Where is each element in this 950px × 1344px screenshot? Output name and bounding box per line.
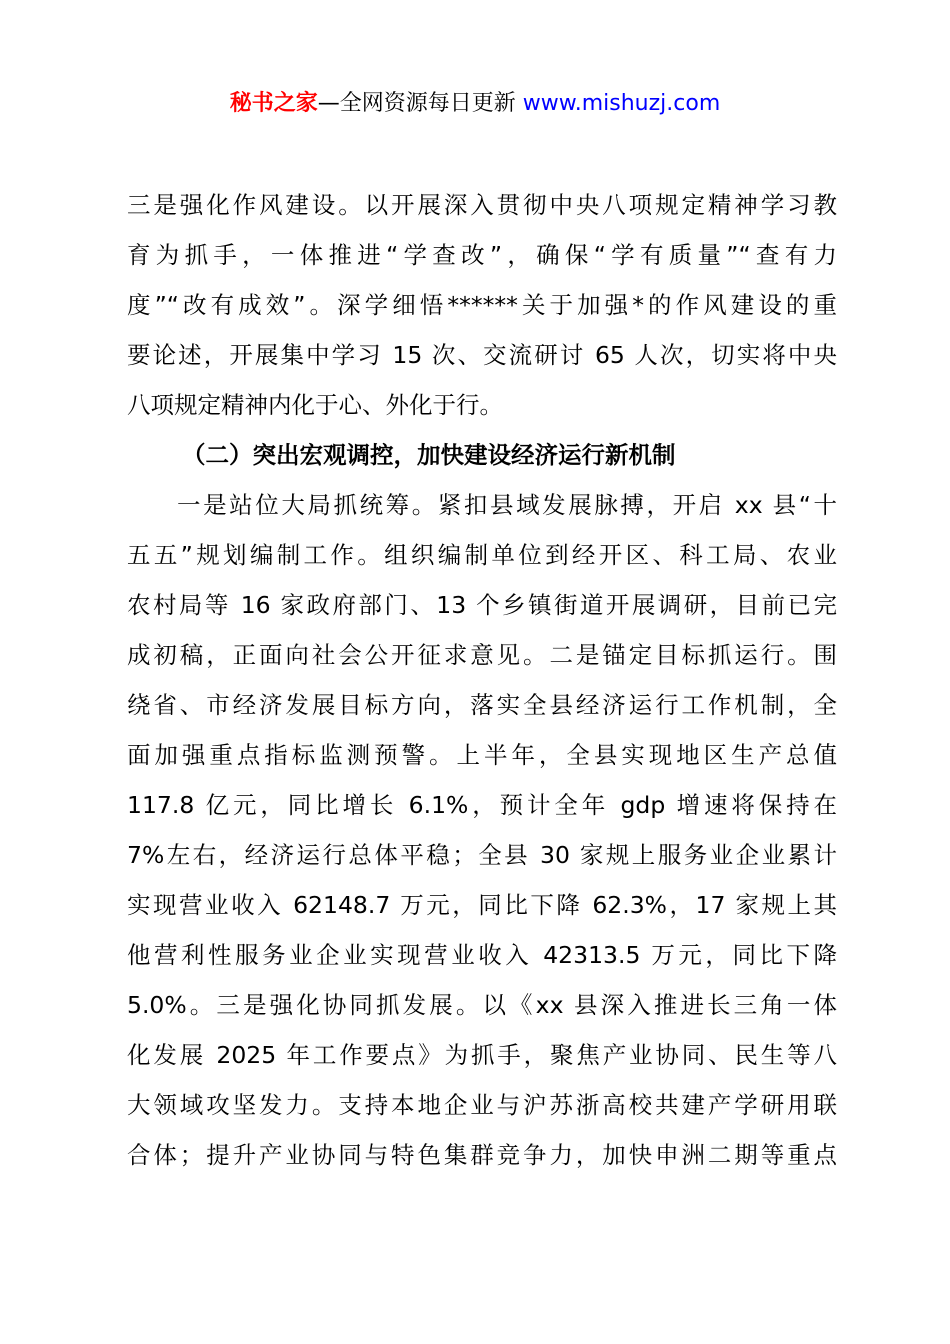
site-brand-name: 秘书之家: [229, 91, 318, 116]
paragraph-line: 一是站位大局抓统筹。紧扣县域发展脉搏，开启 xx 县“十: [177, 491, 837, 519]
paragraph-line: 117.8 亿元，同比增长 6.1%，预计全年 gdp 增速将保持在: [127, 791, 837, 819]
paragraph-line: 面加强重点指标监测预警。上半年，全县实现地区生产总值: [127, 741, 837, 769]
paragraph-line: 育为抓手，一体推进“学查改”，确保“学有质量”“查有力: [127, 241, 837, 269]
paragraph-line: 化发展 2025 年工作要点》为抓手，聚焦产业协同、民生等八: [127, 1041, 837, 1069]
section-heading: （二）突出宏观调控，加快建设经济运行新机制: [182, 441, 676, 469]
paragraph-line: 5.0%。三是强化协同抓发展。以《xx 县深入推进长三角一体: [127, 991, 837, 1019]
paragraph-line: 农村局等 16 家政府部门、13 个乡镇街道开展调研，目前已完: [127, 591, 837, 619]
paragraph-line: 实现营业收入 62148.7 万元，同比下降 62.3%，17 家规上其: [127, 891, 837, 919]
paragraph-line: 五五”规划编制工作。组织编制单位到经开区、科工局、农业: [127, 541, 837, 569]
paragraph-line: 大领域攻坚发力。支持本地企业与沪苏浙高校共建产学研用联: [127, 1091, 837, 1119]
document-body: [127, 180, 837, 1180]
paragraph-line: 要论述，开展集中学习 15 次、交流研讨 65 人次，切实将中央: [127, 341, 837, 369]
paragraph-line: 度”“改有成效”。深学细悟******关于加强*的作风建设的重: [127, 291, 837, 319]
paragraph-line: 7%左右，经济运行总体平稳；全县 30 家规上服务业企业累计: [127, 841, 837, 869]
paragraph-line: 八项规定精神内化于心、外化于行。: [127, 391, 503, 419]
paragraph-line: 他营利性服务业企业实现营业收入 42313.5 万元，同比下降: [127, 941, 837, 969]
paragraph-line: 三是强化作风建设。以开展深入贯彻中央八项规定精神学习教: [127, 191, 837, 219]
site-url-link[interactable]: www.mishuzj.com: [522, 91, 721, 116]
paragraph-line: 成初稿，正面向社会公开征求意见。二是锚定目标抓运行。围: [127, 641, 837, 669]
site-tagline: —全网资源每日更新: [317, 91, 523, 116]
paragraph-line: 合体；提升产业协同与特色集群竞争力，加快申洲二期等重点: [127, 1141, 837, 1169]
site-header: [0, 86, 950, 122]
paragraph-line: 绕省、市经济发展目标方向，落实全县经济运行工作机制，全: [127, 691, 837, 719]
